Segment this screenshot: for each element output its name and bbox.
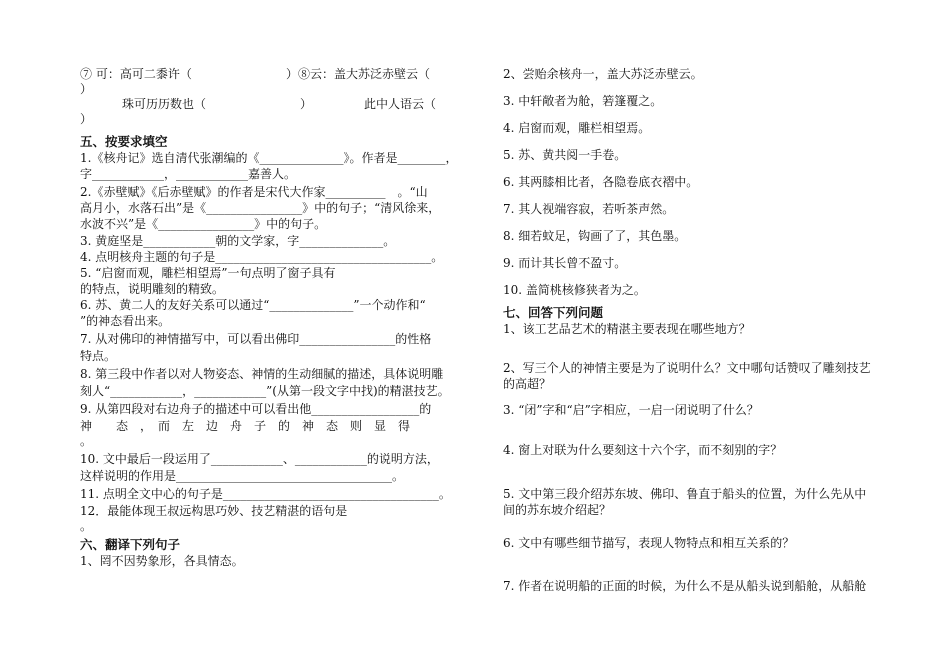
vocab-row1c: ）	[80, 82, 93, 96]
s7-question: 的高超？	[503, 377, 552, 391]
vocab-row2b: ）	[300, 97, 313, 111]
s5-line: 11. 点明全文中心的句子是____________________________________。	[80, 487, 451, 501]
translate-item: 10. 盖简桃核修狭者为之。	[503, 283, 646, 297]
s5-line: 10. 文中最后一段运用了____________、____________的说明方法，	[80, 452, 439, 466]
s5-line: 5. “启窗而观，雕栏相望焉”一句点明了窗子具有	[80, 266, 336, 280]
s5-line: 3. 黄庭坚是____________朝的文学家，字______________。	[80, 234, 396, 248]
s5-line: 刻人“____________，____________”(从第一段文字中找)的精湛技艺。	[80, 384, 450, 398]
vocab-row2a: 珠可历历数也（	[122, 97, 207, 111]
s7-question: 7. 作者在说明船的正面的时候，为什么不是从船头说到船舱，从船舱	[503, 579, 867, 593]
vocab-row2d: ）	[80, 112, 93, 126]
s5-line: 8. 第三段中作者以对人物姿态、神情的生动细腻的描述，具体说明雕	[80, 367, 444, 381]
vocab-row1a: ⑦ 可：高可二黍许（	[80, 67, 192, 81]
s7-question: 4. 窗上对联为什么要刻这十六个字，而不刻别的字？	[503, 443, 783, 457]
s5-line: 4. 点明核舟主题的句子是____________________________________。	[80, 250, 444, 264]
s5-line: 6. 苏、黄二人的友好关系可以通过“______________”一个动作和“	[80, 298, 426, 312]
section7-title: 七、回答下列问题	[503, 305, 604, 320]
s5-line: 的特点，说明雕刻的精致。	[80, 282, 225, 296]
translate-item: 4. 启窗而观，雕栏相望焉。	[503, 121, 651, 135]
translate-item: 7. 其人视端容寂，若听茶声然。	[503, 202, 675, 216]
s5-line: 字____________，____________嘉善人。	[80, 167, 297, 181]
s5-line: 7. 从对佛印的神情描写中，可以看出佛印________________的性格	[80, 332, 432, 346]
section6-title: 六、翻译下列句子	[80, 537, 181, 552]
translate-item: 2、尝贻余核舟一，盖大苏泛赤壁云。	[503, 67, 703, 81]
s7-question: 2、写三个人的神情主要是为了说明什么？文中哪句话赞叹了雕刻技艺	[503, 361, 871, 375]
s5-line: 12．最能体现王叔远构思巧妙、技艺精湛的语句是	[80, 504, 348, 518]
s5-line: 特点。	[80, 349, 117, 363]
s5-line: 高月小，水落石出”是《________________》中的句子；“清风徐来，	[80, 201, 441, 215]
s7-question: 3. “闭”字和“启”字相应，一启一闭说明了什么？	[503, 403, 759, 417]
translate-item: 3. 中轩敞者为舱，箬篷覆之。	[503, 94, 663, 108]
s5-line: ”的神态看出来。	[80, 314, 171, 328]
vocab-row2c: 此中人语云（	[364, 97, 437, 111]
s5-line: 。	[80, 434, 93, 448]
s5-line: 水波不兴”是《________________》中的句子。	[80, 217, 327, 231]
s7-question: 间的苏东坡介绍起？	[503, 503, 612, 517]
s7-question: 6. 文中有哪些细节描写，表现人物特点和相互关系的？	[503, 536, 795, 550]
s5-line: 1.《核舟记》选自清代张潮编的《______________》。作者是________，	[80, 151, 458, 165]
s5-line: 。	[80, 519, 93, 533]
s5-line: 神 态 ， 而 左 边 舟 子 的 神 态 则 显 得	[80, 419, 411, 433]
s7-question: 5. 文中第三段介绍苏东坡、佛印、鲁直于船头的位置，为什么先从中	[503, 487, 867, 501]
section5-title: 五、按要求填空	[80, 134, 168, 149]
translate-item: 6. 其两膝相比者，各隐卷底衣褶中。	[503, 175, 699, 189]
translate-item: 9. 而计其长曾不盈寸。	[503, 256, 627, 270]
translate-item: 5. 苏、黄共阅一手卷。	[503, 148, 627, 162]
s5-line: 这样说明的作用是____________________________________。	[80, 469, 405, 483]
s5-line: 9. 从第四段对右边舟子的描述中可以看出他__________________的	[80, 402, 432, 416]
vocab-row1b: ）⑧云：盖大苏泛赤壁云（	[286, 67, 431, 81]
s6-item: 1、罔不因势象形，各具情态。	[80, 554, 244, 568]
s7-question: 1、该工艺品艺术的精湛主要表现在哪些地方？	[503, 322, 751, 336]
s5-line: 2.《赤壁赋》《后赤壁赋》的作者是宋代大作家__________ 。“山	[80, 185, 428, 199]
translate-item: 8. 细若蚊足，钩画了了，其色墨。	[503, 229, 687, 243]
